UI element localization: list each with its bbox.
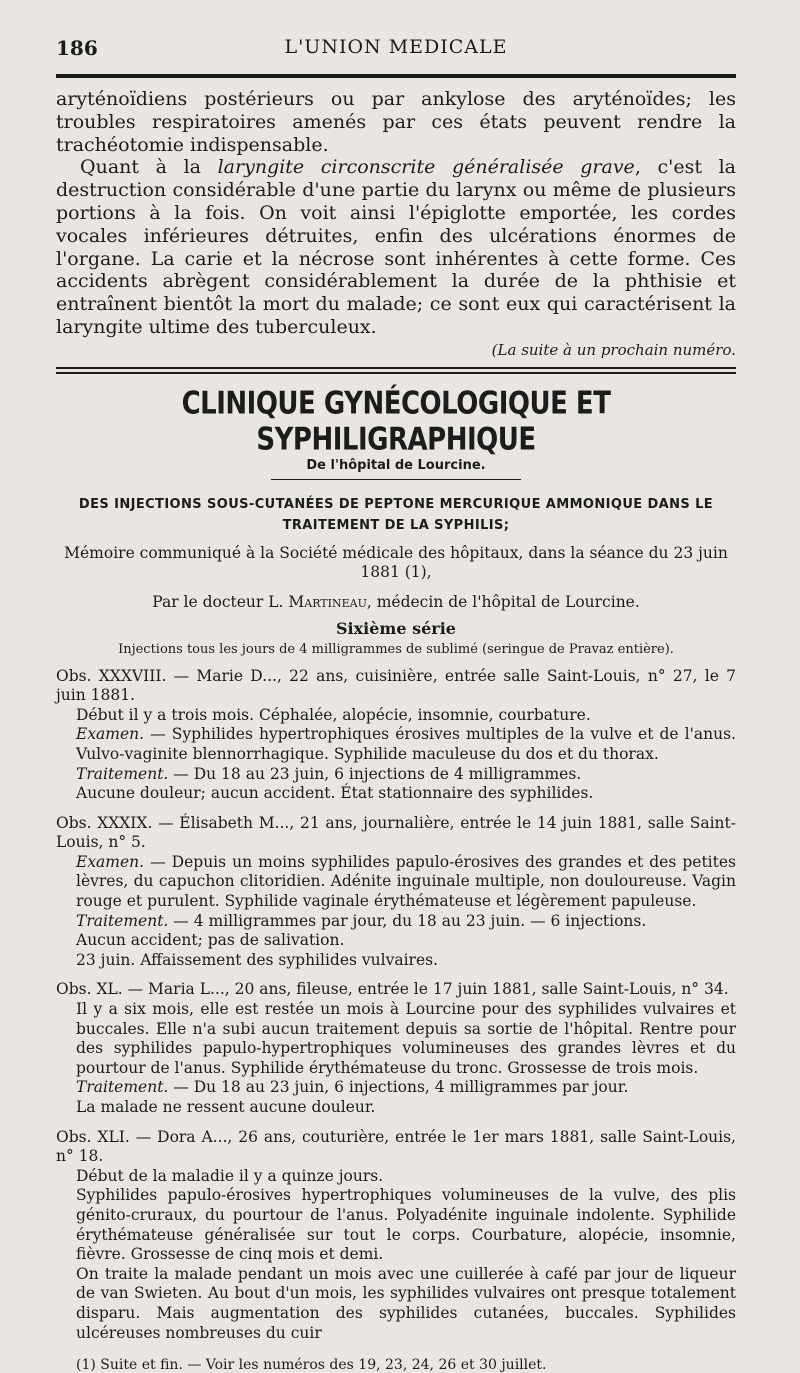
obs-heading: Obs. XXXVIII. — Marie D..., 22 ans, cuisinière, entrée salle Saint-Louis, n° 27, le 7 juin 1881. <box>56 666 736 705</box>
page-header <box>56 36 736 70</box>
obs-heading: Obs. XL. — Maria L..., 20 ans, fileuse, entrée le 17 juin 1881, salle Saint-Louis, n° 34. <box>56 980 729 999</box>
intro-paragraph-1: aryténoïdiens postérieurs ou par ankylose des aryténoïdes; les troubles respiratoires amenés par ces états peuvent rendre la trachéotomie indispensable. <box>56 88 736 156</box>
observation-40: Obs. XL. — Maria L..., 20 ans, fileuse, entrée le 17 juin 1881, salle Saint-Louis, n° 34. Il y a six mois, elle est restée un mois à Lourcine pour des syphilides vulvaires et buccales. Elle n'a subi aucun traitement depuis sa sortie de l'hôpital. Rentre pour des syphilides papulo-hypertrophiques volumineuses des grandes lèvres et du pourtour de l'anus. Syphilide érythémateuse du tronc. Grossesse de trois mois. Traitement. — Du 18 au 23 juin, 6 injections, 4 milligrammes par jour. La malade ne ressent aucune douleur. <box>56 980 736 1117</box>
page-number: 186 <box>56 36 98 60</box>
memoire-line: Mémoire communiqué à la Société médicale des hôpitaux, dans la séance du 23 juin 1881 (1), <box>64 543 728 582</box>
obs-heading: Obs. XXXIX. — Élisabeth M..., 21 ans, journalière, entrée le 14 juin 1881, salle Saint-Louis, n° 5. <box>56 813 736 852</box>
obs-heading: Obs. XLI. — Dora A..., 26 ans, couturière, entrée le 1er mars 1881, salle Saint-Louis, n° 18. <box>56 1127 736 1166</box>
running-title: L'UNION MEDICALE <box>284 36 508 58</box>
article-title: DES INJECTIONS SOUS-CUTANÉES DE PEPTONE MERCURIQUE AMMONIQUE DANS LE TRAITEMENT DE LA SYPHILIS; <box>78 496 714 533</box>
subtitle-rule <box>271 479 521 480</box>
author-name: Martineau <box>288 592 367 611</box>
observation-39: Obs. XXXIX. — Élisabeth M..., 21 ans, journalière, entrée le 14 juin 1881, salle Saint-Louis, n° 5. Examen. — Depuis un moins syphilides papulo-érosives des grandes et des petites lèvres, du capuchon clitoridien. Adénite inguinale multiple, non douloureuse. Vagin rouge et purulent. Syphilide vaginale érythémateuse et légèrement papuleuse. Traitement. — 4 milligrammes par jour, du 18 au 23 juin. — 6 injections. Aucun accident; pas de salivation. 23 juin. Affaissement des syphilides vulvaires. <box>56 813 736 969</box>
continued-note: (La suite à un prochain numéro. <box>491 340 736 359</box>
section-subtitle: De l'hôpital de Lourcine. <box>306 457 486 473</box>
observation-38: Obs. XXXVIII. — Marie D..., 22 ans, cuisinière, entrée salle Saint-Louis, n° 27, le 7 juin 1881. Début il y a trois mois. Céphalée, alopécie, insomnie, courbature. Examen. — Syphilides hypertrophiques érosives multiples de la vulve et de l'anus. Vulvo-vaginite blennorrhagique. Syphilide maculeuse du dos et du thorax. Traitement. — Du 18 au 23 juin, 6 injections de 4 milligrammes. Aucune douleur; aucun accident. État stationnaire des syphilides. <box>56 666 736 803</box>
author-line: Par le docteur L. Martineau, médecin de l'hôpital de Lourcine. <box>152 592 640 611</box>
footnote: (1) Suite et fin. — Voir les numéros des 19, 23, 24, 26 et 30 juillet. <box>76 1357 547 1373</box>
intro-emphasis: laryngite circonscrite généralisée grave <box>217 156 635 179</box>
header-rule <box>56 74 736 78</box>
observation-41: Obs. XLI. — Dora A..., 26 ans, couturière, entrée le 1er mars 1881, salle Saint-Louis, n° 18. Début de la maladie il y a quinze jours. Syphilides papulo-érosives hypertrophiques volumineuses de la vulve, des plis génito-cruraux, du pourtour de l'anus. Polyadénite inguinale indolente. Syphilide érythémateuse généralisée sur tout le corps. Courbature, alopécie, insomnie, fièvre. Grossesse de cinq mois et demi. On traite la malade pendant un mois avec une cuillerée à café par jour de liqueur de van Swieten. Au bout d'un mois, les syphilides vulvaires ont presque totalement disparu. Mais augmentation des syphilides cutanées, buccales. Syphilides ulcéreuses nombreuses du cuir <box>56 1127 736 1342</box>
section-title: CLINIQUE GYNÉCOLOGIQUE ET SYPHILIGRAPHIQUE <box>181 385 611 458</box>
injections-line: Injections tous les jours de 4 milligrammes de sublimé (seringue de Pravaz entière). <box>118 641 674 657</box>
series-heading: Sixième série <box>336 618 456 638</box>
section-rule <box>56 367 736 374</box>
intro-paragraph-2: Quant à la laryngite circonscrite généralisée grave, c'est la destruction considérable d'une partie du larynx ou même de plusieurs portions à la fois. On voit ainsi l'épiglotte emportée, les cordes vocales inférieures détruites, enfin des ulcérations énormes de l'organe. La carie et la nécrose sont inhérentes à cette forme. Ces accidents abrègent considérablement la durée de la phthisie et entraînent bientôt la mort du malade; ce sont eux qui caractérisent la laryngite ultime des tuberculeux. <box>56 156 736 338</box>
